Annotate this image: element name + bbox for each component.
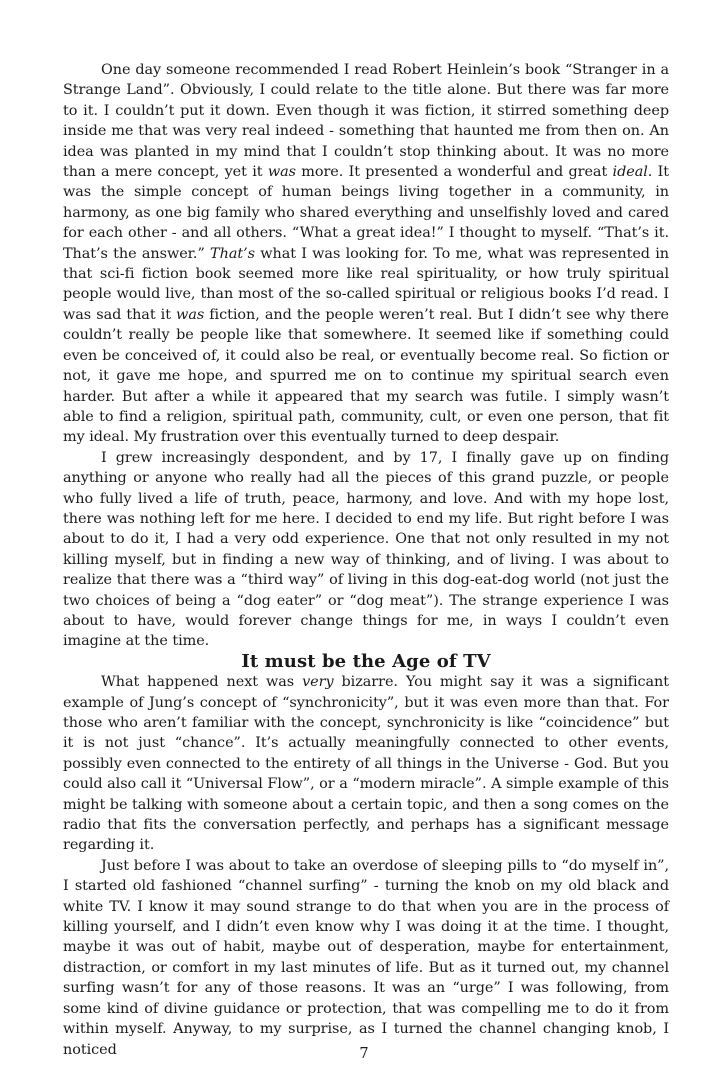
paragraph-text: One day someone recommended I read Robert Heinlein’s book “Stranger in a Strange Land”. Obviously, I could relate to the title alone. But there was far more to it. I couldn’t put it down. Even though it was fiction, it stirred something deep inside me that was very real indeed - something that haunted me from then on. An idea was planted in my mind that I couldn’t stop thinking about. It was no more than a mere concept, yet it [63,62,669,181]
emphasized-text: was [267,164,296,181]
body-paragraph [63,672,669,856]
book-page [63,60,669,1060]
body-paragraph [63,448,669,652]
emphasized-text: ideal [612,164,648,181]
emphasized-text: was [176,306,205,323]
page-number: 7 [359,1046,369,1062]
paragraph-text: bizarre. You might say it was a significant example of Jung’s concept of “synchronicity”, but it was even more than that. For those who aren’t familiar with the concept, synchronicity is like “coincidence” but it is not just “chance”. It’s actually meaningfully connected to other events, possibly even connected to the entirety of all things in the Universe - God. But you could also call it “Universal Flow”, or a “modern miracle”. A simple example of this might be talking with someone about a certain topic, and then a song comes on the radio that fits the conversation perfectly, and perhaps has a significant message regarding it. [63,674,669,854]
paragraph-text: I grew increasingly despondent, and by 17, I finally gave up on finding anything or anyone who really had all the pieces of this grand puzzle, or people who fully lived a life of truth, peace, harmony, and love. And with my hope lost, there was nothing left for me here. I decided to end my life. But right before I was about to do it, I had a very odd experience. One that not only resulted in my not killing myself, but in finding a new way of thinking, and of living. I was about to realize that there was a “third way” of living in this dog-eat-dog world (not just the two choices of being a “dog eater” or “dog meat”). The strange experience I was about to have, would forever change things for me, in ways I couldn’t even imagine at the time. [63,449,669,650]
paragraph-text: more. It presented a wonderful and great [295,164,613,181]
body-paragraph [63,856,669,1060]
emphasized-text: very [302,674,334,691]
paragraph-text: fiction, and the people weren’t real. But I didn’t see why there couldn’t really be people like that somewhere. It seemed like if something could even be conceived of, it could also be real, or eventually become real. So fiction or not, it gave me hope, and spurred me on to continue my spiritual search even harder. But after a while it appeared that my search was futile. I simply wasn’t able to find a religion, spiritual path, community, cult, or even one person, that fit my ideal. My frustration over this eventually turned to deep despair. [63,306,669,446]
section-heading: It must be the Age of TV [241,650,491,672]
paragraph-text: . It was the simple concept of human beings living together in a community, in harmony, as one big family who shared everything and unselfishly loved and cared for each other - and all others. “What a great idea!” I thought to myself. “That’s it. That’s the answer.” [63,164,669,262]
paragraphs-before-heading [63,60,669,652]
paragraph-text: What happened next was [101,674,303,691]
paragraph-text: Just before I was about to take an overdose of sleeping pills to “do myself in”, I started old fashioned “channel surfing” - turning the knob on my old black and white TV. I know it may sound strange to do that when you are in the process of killing yourself, and I didn’t even know why I was doing it at the time. I thought, maybe it was out of habit, maybe out of desperation, maybe for entertainment, distraction, or comfort in my last minutes of life. But as it turned out, my channel surfing wasn’t for any of those reasons. It was an “urge” I was following, from some kind of divine guidance or protection, that was compelling me to do it from within myself. Anyway, to my surprise, as I turned the channel changing knob, I noticed [63,857,669,1058]
body-paragraph [63,60,669,448]
paragraph-text: what I was looking for. To me, what was represented in that sci-fi fiction book seemed more like real spirituality, or how truly spiritual people would live, than most of the so-called spiritual or religious books I’d read. I was sad that it [63,245,669,323]
emphasized-text: That’s [210,245,255,262]
paragraphs-after-heading [63,672,669,1060]
